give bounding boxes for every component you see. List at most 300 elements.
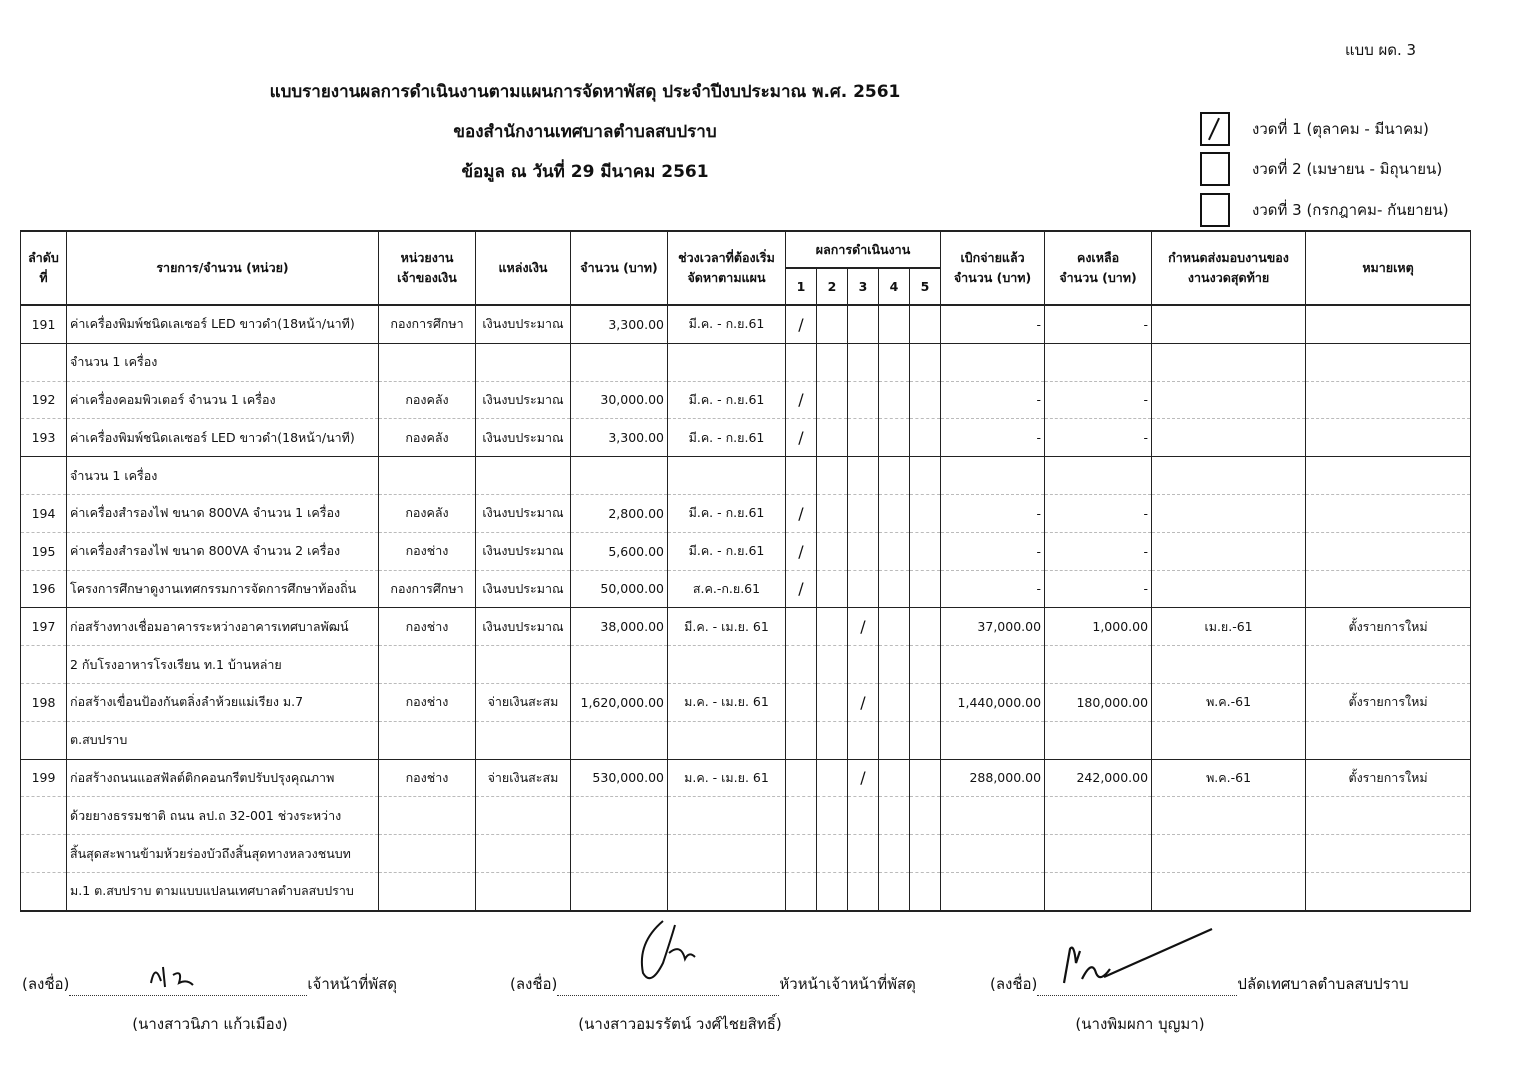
row-step-5 — [910, 683, 941, 721]
row-step-5 — [910, 494, 941, 532]
signature-3-mark — [1052, 923, 1222, 993]
row-step-3 — [848, 646, 879, 684]
row-step-1 — [786, 646, 817, 684]
row-step-1 — [786, 721, 817, 759]
row-step-2 — [817, 381, 848, 419]
header-step-1: 1 — [786, 268, 817, 305]
row-item: จำนวน 1 เครื่อง — [67, 343, 379, 381]
row-deadline — [1152, 532, 1306, 570]
table-row — [21, 646, 1471, 684]
row-step-4 — [879, 343, 910, 381]
row-step-5 — [910, 532, 941, 570]
row-step-2 — [817, 759, 848, 797]
row-no: 195 — [21, 532, 67, 570]
row-remain: 180,000.00 — [1045, 683, 1152, 721]
row-no — [21, 721, 67, 759]
row-unit — [379, 646, 476, 684]
row-remain — [1045, 835, 1152, 873]
row-remain — [1045, 721, 1152, 759]
row-period: ม.ค. - เม.ย. 61 — [668, 759, 786, 797]
form-code: แบบ ผด. 3 — [1345, 41, 1417, 59]
row-no: 191 — [21, 305, 67, 343]
header-amount: จำนวน (บาท) — [571, 231, 668, 305]
table-row — [21, 381, 1471, 419]
row-step-5 — [910, 608, 941, 646]
row-step-4 — [879, 759, 910, 797]
row-step-5 — [910, 343, 941, 381]
table-row — [21, 683, 1471, 721]
row-item: จำนวน 1 เครื่อง — [67, 457, 379, 495]
row-step-3 — [848, 872, 879, 910]
row-note — [1306, 532, 1471, 570]
row-amount: 50,000.00 — [571, 570, 668, 608]
signature-1-role: เจ้าหน้าที่พัสดุ — [307, 975, 397, 993]
row-period: มี.ค. - เม.ย. 61 — [668, 608, 786, 646]
row-step-4 — [879, 683, 910, 721]
row-remain — [1045, 797, 1152, 835]
row-deadline — [1152, 381, 1306, 419]
row-note — [1306, 646, 1471, 684]
row-remain: - — [1045, 532, 1152, 570]
row-step-3: / — [848, 683, 879, 721]
row-step-3: / — [848, 608, 879, 646]
row-step-5 — [910, 419, 941, 457]
row-note — [1306, 570, 1471, 608]
table-row — [21, 419, 1471, 457]
header-note: หมายเหตุ — [1306, 231, 1471, 305]
row-no: 192 — [21, 381, 67, 419]
signature-1-prefix: (ลงชื่อ) — [22, 975, 70, 993]
row-deadline — [1152, 646, 1306, 684]
row-step-2 — [817, 419, 848, 457]
row-note — [1306, 494, 1471, 532]
row-period: มี.ค. - ก.ย.61 — [668, 381, 786, 419]
row-period: ม.ค. - เม.ย. 61 — [668, 683, 786, 721]
row-unit: กองคลัง — [379, 494, 476, 532]
row-amount — [571, 646, 668, 684]
row-step-3 — [848, 532, 879, 570]
row-note: ตั้งรายการใหม่ — [1306, 759, 1471, 797]
row-source — [476, 797, 571, 835]
row-deadline — [1152, 797, 1306, 835]
table-row — [21, 759, 1471, 797]
row-amount: 2,800.00 — [571, 494, 668, 532]
row-remain — [1045, 646, 1152, 684]
header-result: ผลการดำเนินงาน — [786, 231, 941, 268]
row-item: ก่อสร้างทางเชื่อมอาคารระหว่างอาคารเทศบาลพัฒน์ — [67, 608, 379, 646]
signature-2-line — [557, 975, 779, 996]
header-source: แหล่งเงิน — [476, 231, 571, 305]
report-organization: ของสำนักงานเทศบาลตำบลสบปราบ — [453, 122, 717, 142]
row-paid — [941, 721, 1045, 759]
row-step-5 — [910, 872, 941, 910]
row-item: โครงการศึกษาดูงานเทศกรรมการจัดการศึกษาท้องถิ่น — [67, 570, 379, 608]
row-unit: กองการศึกษา — [379, 305, 476, 343]
row-step-2 — [817, 646, 848, 684]
row-item: 2 กับโรงอาหารโรงเรียน ท.1 บ้านหล่าย — [67, 646, 379, 684]
row-step-1: / — [786, 570, 817, 608]
row-step-1 — [786, 759, 817, 797]
row-amount: 3,300.00 — [571, 305, 668, 343]
row-step-3 — [848, 457, 879, 495]
row-note — [1306, 872, 1471, 910]
row-period: มี.ค. - ก.ย.61 — [668, 305, 786, 343]
table-row — [21, 532, 1471, 570]
row-remain: 1,000.00 — [1045, 608, 1152, 646]
row-step-5 — [910, 381, 941, 419]
signature-3-line — [1037, 975, 1237, 996]
table-body — [21, 305, 1471, 911]
row-step-3 — [848, 721, 879, 759]
row-paid — [941, 797, 1045, 835]
row-step-2 — [817, 570, 848, 608]
row-step-4 — [879, 872, 910, 910]
row-step-4 — [879, 494, 910, 532]
table-row — [21, 721, 1471, 759]
table-row — [21, 872, 1471, 910]
row-note — [1306, 797, 1471, 835]
row-step-4 — [879, 646, 910, 684]
row-paid: - — [941, 381, 1045, 419]
row-period: มี.ค. - ก.ย.61 — [668, 419, 786, 457]
row-step-2 — [817, 457, 848, 495]
row-paid: - — [941, 419, 1045, 457]
table-row — [21, 570, 1471, 608]
row-step-3 — [848, 381, 879, 419]
row-source: เงินงบประมาณ — [476, 305, 571, 343]
row-item: ค่าเครื่องสำรองไฟ ขนาด 800VA จำนวน 2 เครื่อง — [67, 532, 379, 570]
period-3-checkbox — [1200, 193, 1230, 227]
row-step-2 — [817, 305, 848, 343]
row-note — [1306, 457, 1471, 495]
row-step-1: / — [786, 419, 817, 457]
row-paid: 37,000.00 — [941, 608, 1045, 646]
row-source — [476, 721, 571, 759]
row-step-1: / — [786, 494, 817, 532]
row-step-2 — [817, 721, 848, 759]
row-period: มี.ค. - ก.ย.61 — [668, 494, 786, 532]
row-remain: - — [1045, 305, 1152, 343]
row-step-4 — [879, 721, 910, 759]
row-step-2 — [817, 835, 848, 873]
row-deadline: พ.ค.-61 — [1152, 683, 1306, 721]
report-title: แบบรายงานผลการดำเนินงานตามแผนการจัดหาพัสดุ ประจำปีงบประมาณ พ.ศ. 2561 — [269, 82, 901, 102]
row-amount — [571, 457, 668, 495]
row-step-5 — [910, 759, 941, 797]
row-note — [1306, 419, 1471, 457]
row-source — [476, 646, 571, 684]
row-remain: - — [1045, 419, 1152, 457]
row-no — [21, 797, 67, 835]
row-step-3 — [848, 494, 879, 532]
row-step-2 — [817, 683, 848, 721]
row-step-3 — [848, 419, 879, 457]
signature-3-name: (นางพิมผกา บุญมา) — [1075, 1015, 1205, 1033]
row-period — [668, 872, 786, 910]
table-row — [21, 494, 1471, 532]
row-step-1 — [786, 457, 817, 495]
row-deadline: เม.ย.-61 — [1152, 608, 1306, 646]
signature-2-mark — [623, 913, 713, 993]
row-remain: - — [1045, 570, 1152, 608]
row-remain — [1045, 457, 1152, 495]
row-amount: 530,000.00 — [571, 759, 668, 797]
row-item: สิ้นสุดสะพานข้ามห้วยร่องบัวถึงสิ้นสุดทางหลวงชนบท — [67, 835, 379, 873]
row-remain — [1045, 343, 1152, 381]
header-unit: หน่วยงาน เจ้าของเงิน — [379, 231, 476, 305]
row-step-2 — [817, 343, 848, 381]
row-step-2 — [817, 494, 848, 532]
row-deadline — [1152, 457, 1306, 495]
row-source: จ่ายเงินสะสม — [476, 759, 571, 797]
table-row — [21, 457, 1471, 495]
signature-3-role: ปลัดเทศบาลตำบลสบปราบ — [1237, 975, 1409, 993]
row-period — [668, 457, 786, 495]
row-step-4 — [879, 532, 910, 570]
row-step-3 — [848, 343, 879, 381]
row-no — [21, 835, 67, 873]
row-step-4 — [879, 457, 910, 495]
row-paid: - — [941, 532, 1045, 570]
signature-2-prefix: (ลงชื่อ) — [510, 975, 558, 993]
table-row — [21, 305, 1471, 343]
row-deadline — [1152, 835, 1306, 873]
signature-block-3 — [990, 972, 1409, 996]
row-source — [476, 457, 571, 495]
period-1-label: งวดที่ 1 (ตุลาคม - มีนาคม) — [1252, 120, 1429, 138]
row-source — [476, 872, 571, 910]
row-unit: กองการศึกษา — [379, 570, 476, 608]
header-remain: คงเหลือ จำนวน (บาท) — [1045, 231, 1152, 305]
row-deadline — [1152, 721, 1306, 759]
period-3-label: งวดที่ 3 (กรกฎาคม- กันยายน) — [1252, 201, 1449, 219]
report-date: ข้อมูล ณ วันที่ 29 มีนาคม 2561 — [461, 162, 709, 182]
row-paid — [941, 343, 1045, 381]
row-amount — [571, 797, 668, 835]
row-item: ต.สบปราบ — [67, 721, 379, 759]
row-amount: 38,000.00 — [571, 608, 668, 646]
row-step-3 — [848, 835, 879, 873]
row-step-2 — [817, 532, 848, 570]
row-period: ส.ค.-ก.ย.61 — [668, 570, 786, 608]
row-source: เงินงบประมาณ — [476, 532, 571, 570]
row-step-3: / — [848, 759, 879, 797]
row-step-3 — [848, 305, 879, 343]
row-amount: 3,300.00 — [571, 419, 668, 457]
row-amount — [571, 721, 668, 759]
row-unit — [379, 872, 476, 910]
row-unit: กองคลัง — [379, 381, 476, 419]
table-row — [21, 797, 1471, 835]
row-step-1 — [786, 343, 817, 381]
row-deadline — [1152, 343, 1306, 381]
row-step-4 — [879, 797, 910, 835]
row-item: ม.1 ต.สบปราบ ตามแบบแปลนเทศบาลตำบลสบปราบ — [67, 872, 379, 910]
header-step-4: 4 — [879, 268, 910, 305]
signature-block-2 — [510, 972, 916, 996]
row-remain — [1045, 872, 1152, 910]
row-item: ก่อสร้างถนนแอสฟัลต์ติกคอนกรีตปรับปรุงคุณภาพ — [67, 759, 379, 797]
row-source: เงินงบประมาณ — [476, 494, 571, 532]
row-note: ตั้งรายการใหม่ — [1306, 683, 1471, 721]
row-deadline — [1152, 494, 1306, 532]
period-2-checkbox — [1200, 152, 1230, 186]
row-amount — [571, 835, 668, 873]
row-unit: กองช่าง — [379, 683, 476, 721]
row-paid — [941, 835, 1045, 873]
period-1-checkbox — [1200, 112, 1230, 146]
header-item: รายการ/จำนวน (หน่วย) — [67, 231, 379, 305]
row-period — [668, 646, 786, 684]
row-step-3 — [848, 570, 879, 608]
row-note — [1306, 343, 1471, 381]
period-3 — [1200, 193, 1449, 227]
row-item: ค่าเครื่องคอมพิวเตอร์ จำนวน 1 เครื่อง — [67, 381, 379, 419]
row-step-3 — [848, 797, 879, 835]
row-no — [21, 343, 67, 381]
row-amount — [571, 872, 668, 910]
row-period — [668, 835, 786, 873]
header-no: ลำดับ ที่ — [21, 231, 67, 305]
row-no: 198 — [21, 683, 67, 721]
row-no: 193 — [21, 419, 67, 457]
row-unit — [379, 721, 476, 759]
row-step-4 — [879, 835, 910, 873]
period-2-label: งวดที่ 2 (เมษายน - มิถุนายน) — [1252, 160, 1443, 178]
header-step-5: 5 — [910, 268, 941, 305]
row-paid — [941, 872, 1045, 910]
row-note — [1306, 381, 1471, 419]
row-source: เงินงบประมาณ — [476, 381, 571, 419]
row-step-1: / — [786, 532, 817, 570]
row-step-5 — [910, 646, 941, 684]
row-period: มี.ค. - ก.ย.61 — [668, 532, 786, 570]
signature-1-line — [69, 975, 307, 996]
row-step-5 — [910, 305, 941, 343]
row-item: ค่าเครื่องพิมพ์ชนิดเลเซอร์ LED ขาวดำ(18หน้า/นาที) — [67, 419, 379, 457]
row-source: จ่ายเงินสะสม — [476, 683, 571, 721]
row-note — [1306, 305, 1471, 343]
row-step-5 — [910, 797, 941, 835]
row-period — [668, 343, 786, 381]
table-row — [21, 835, 1471, 873]
row-amount — [571, 343, 668, 381]
row-paid: 288,000.00 — [941, 759, 1045, 797]
signature-block-1 — [22, 972, 397, 996]
row-no: 194 — [21, 494, 67, 532]
header-step-3: 3 — [848, 268, 879, 305]
row-paid: - — [941, 570, 1045, 608]
row-source — [476, 835, 571, 873]
row-amount: 30,000.00 — [571, 381, 668, 419]
signature-1-name: (นางสาวนิภา แก้วเมือง) — [132, 1015, 288, 1033]
row-no — [21, 872, 67, 910]
row-step-5 — [910, 835, 941, 873]
row-no: 196 — [21, 570, 67, 608]
row-no: 197 — [21, 608, 67, 646]
row-no — [21, 646, 67, 684]
row-step-1 — [786, 683, 817, 721]
header-period: ช่วงเวลาที่ต้องเริ่ม จัดหาตามแผน — [668, 231, 786, 305]
row-step-5 — [910, 457, 941, 495]
signature-2-role: หัวหน้าเจ้าหน้าที่พัสดุ — [779, 975, 916, 993]
table-row — [21, 608, 1471, 646]
table-row — [21, 343, 1471, 381]
row-no: 199 — [21, 759, 67, 797]
row-paid: 1,440,000.00 — [941, 683, 1045, 721]
row-step-1 — [786, 872, 817, 910]
row-paid: - — [941, 494, 1045, 532]
row-note — [1306, 721, 1471, 759]
row-item: ค่าเครื่องสำรองไฟ ขนาด 800VA จำนวน 1 เครื่อง — [67, 494, 379, 532]
row-paid — [941, 646, 1045, 684]
row-period — [668, 721, 786, 759]
row-unit: กองช่าง — [379, 608, 476, 646]
row-unit — [379, 343, 476, 381]
row-no — [21, 457, 67, 495]
row-unit: กองช่าง — [379, 532, 476, 570]
header-step-2: 2 — [817, 268, 848, 305]
row-remain: 242,000.00 — [1045, 759, 1152, 797]
row-item: ด้วยยางธรรมชาติ ถนน ลป.ถ 32-001 ช่วงระหว่าง — [67, 797, 379, 835]
table-header — [21, 231, 1471, 305]
row-period — [668, 797, 786, 835]
row-unit: กองช่าง — [379, 759, 476, 797]
row-source: เงินงบประมาณ — [476, 570, 571, 608]
row-step-5 — [910, 721, 941, 759]
signature-2-name: (นางสาวอมรรัตน์ วงศ์ไชยสิทธิ์) — [578, 1015, 782, 1033]
row-note — [1306, 835, 1471, 873]
row-paid: - — [941, 305, 1045, 343]
row-unit — [379, 457, 476, 495]
row-step-4 — [879, 570, 910, 608]
row-unit — [379, 835, 476, 873]
row-step-4 — [879, 305, 910, 343]
row-remain: - — [1045, 381, 1152, 419]
row-step-5 — [910, 570, 941, 608]
row-step-1: / — [786, 381, 817, 419]
row-item: ก่อสร้างเขื่อนป้องกันตลิ่งลำห้วยแม่เรียง ม.7 — [67, 683, 379, 721]
signature-1-mark — [143, 953, 233, 993]
row-step-1 — [786, 835, 817, 873]
period-2 — [1200, 152, 1442, 186]
row-deadline — [1152, 570, 1306, 608]
header-paid: เบิกจ่ายแล้ว จำนวน (บาท) — [941, 231, 1045, 305]
row-source — [476, 343, 571, 381]
row-note: ตั้งรายการใหม่ — [1306, 608, 1471, 646]
period-1 — [1200, 112, 1429, 146]
row-source: เงินงบประมาณ — [476, 419, 571, 457]
row-unit — [379, 797, 476, 835]
procurement-report-table — [20, 230, 1471, 912]
row-paid — [941, 457, 1045, 495]
row-deadline — [1152, 872, 1306, 910]
row-amount: 5,600.00 — [571, 532, 668, 570]
row-deadline — [1152, 305, 1306, 343]
row-step-4 — [879, 608, 910, 646]
row-source: เงินงบประมาณ — [476, 608, 571, 646]
row-remain: - — [1045, 494, 1152, 532]
row-step-2 — [817, 872, 848, 910]
row-step-2 — [817, 797, 848, 835]
row-step-1 — [786, 797, 817, 835]
row-deadline: พ.ค.-61 — [1152, 759, 1306, 797]
row-step-4 — [879, 419, 910, 457]
row-deadline — [1152, 419, 1306, 457]
row-step-4 — [879, 381, 910, 419]
row-step-2 — [817, 608, 848, 646]
row-unit: กองคลัง — [379, 419, 476, 457]
